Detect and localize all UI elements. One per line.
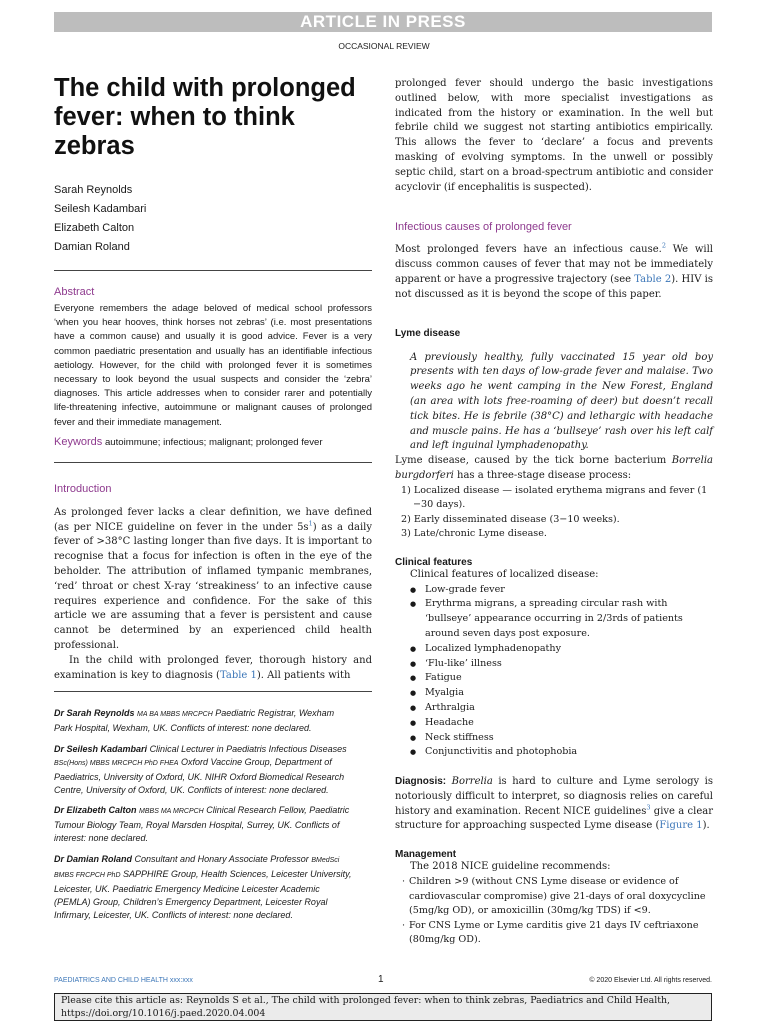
list-item: · For CNS Lyme or Lyme carditis give 21 days IV ceftriaxone (80mg/kg OD). [395,919,713,948]
list-item: 2) Early disseminated disease (3−10 weeks). [401,513,620,525]
management-heading: Management [395,849,457,861]
author-affiliations [54,707,354,930]
table-link[interactable]: Table 2 [634,273,672,285]
keywords-label: Keywords [54,435,103,448]
author-name: Elizabeth Calton [54,222,135,234]
text-span: ). HIV is not discussed as it is beyond the scope of this paper. [395,273,713,300]
page-footer [54,974,712,988]
affiliation-text: Clinical Lecturer in Paediatris Infectious Diseases [149,743,347,754]
management-intro: The 2018 NICE guideline recommends: [410,861,611,873]
text-span: Borrelia [451,776,493,788]
affiliation-text: SAPPHIRE Group, Health Sciences, Leicester University, Leicester, UK. Paediatric Emergency Medicine Leicester Academic (PEMLA) Group, Children’s Emergency Department, Leicester Royal Infirmary, Leicester, UK. Conflicts of interest: none declared. [54,869,352,920]
divider [54,270,372,271]
list-item: ● Fatigue [410,671,713,686]
lyme-disease-heading: Lyme disease [395,327,461,339]
divider [54,462,372,463]
affiliation-degrees: MBBS MA MRCPCH [139,808,204,816]
table-link[interactable]: Table 1 [219,669,257,681]
list-item: ● ‘Flu-like’ illness [410,657,713,672]
clinical-features-list [395,583,713,761]
text-span: Lyme disease, caused by the tick borne bacterium [395,455,672,467]
affiliation-degrees: BMedSci BMBS FRCPCH PhD [54,857,340,880]
diagnosis-paragraph [395,775,713,834]
author-name: Sarah Reynolds [54,184,133,196]
reference-link[interactable]: 3 [646,803,651,812]
clinical-features-intro: Clinical features of localized disease: [410,568,599,580]
text-span: ). All patients with [256,669,351,681]
text-span: Borrelia burgdorferi [395,455,713,481]
disease-stages-list [395,484,713,542]
text-span: We will discuss common causes of fever that may not be immediately apparent or have a progressive trajectory (see [395,244,713,285]
left-column [54,74,372,683]
author-list [54,181,372,257]
author-name: Seilesh Kadambari [54,203,147,215]
management-list [395,875,713,948]
abstract-heading: Abstract [54,286,95,298]
reference-link[interactable]: 1 [308,519,313,528]
section-label: OCCASIONAL REVIEW [338,41,430,51]
text-span: ) as a daily fever of >38°C lasting longer than five days. It is important to recognise that a focus for infection is often in the eye of the beholder. The attribution of inflamed tympanic membranes, ‘red’ throat or chest X-ray ‘streakiness’ to an infective cause requires experience and confidence. For the sake of this article we are assuming that a fever is persistent and cause cannot be determined by an experienced child health professional. [54,521,372,651]
affiliation-text: Paediatric Registrar, Wexham Park Hospital, Wexham, UK. Conflicts of interest: none declared. [54,708,335,733]
list-item: 3) Late/chronic Lyme disease. [401,528,547,540]
infectious-causes-heading: Infectious causes of prolonged fever [395,221,572,234]
affiliation-entry [54,853,354,922]
affiliation-name: Dr Elizabeth Calton [54,805,137,816]
introduction-paragraph [54,506,372,654]
affiliation-entry [54,804,354,845]
affiliation-text: Clinical Research Fellow, Paediatric Tumour Biology Team, Royal Marsden Hospital, Surrey, UK. Conflicts of interest: none declared. [54,805,350,844]
affiliation-name: Dr Sarah Reynolds [54,708,135,718]
case-vignette: A previously healthy, fully vaccinated 15 year old boy presents with ten days of low-grade fever and malaise. Two weeks ago he went camping in the New Forest, England (an area with lots free-roaming of deer) but doesn’t recall tick bites. He is febrile (38°C) and lethargic with headache and muscle pains. He has a ‘bullseye’ rash over his left calf and left inguinal lymphadenopathy. [410,351,713,452]
text-span: ). [702,820,710,832]
list-item: ● Erythrma migrans, a spreading circular rash with ‘bullseye’ appearance occurring in 2/3rds of patients around seven days post exposure. [410,597,713,641]
list-item: ● Low-grade fever [410,583,713,598]
text-span: In the child with prolonged fever, thorough history and examination is key to diagnosis ( [54,654,372,681]
introduction-paragraph [54,654,372,684]
affiliation-name: Dr Seilesh Kadambari [54,743,148,754]
right-column [395,77,713,948]
keywords [54,436,372,448]
keywords-list: autoimmune; infectious; malignant; prolonged fever [104,436,323,448]
lyme-paragraph [395,454,713,484]
author-name: Damian Roland [54,241,130,253]
list-item: ● Neck stiffness [410,731,713,746]
list-item: ● Localized lymphadenopathy [410,642,713,657]
list-item: ● Headache [410,716,713,731]
infectious-causes-paragraph [395,243,713,302]
list-item: ● Myalgia [410,686,713,701]
affiliation-entry [54,743,354,797]
list-item: ● Arthralgia [410,701,713,716]
journal-name: PAEDIATRICS AND CHILD HEALTH xxx:xxx [54,977,193,984]
list-item: 1) Localized disease — isolated erythema migrans and fever (1 −30 days). [401,484,708,511]
text-span: As prolonged fever lacks a clear definition, we have defined (as per NICE guideline on fever in the under 5s [54,506,372,533]
affiliation-text: Consultant and Honary Associate Professor [134,854,309,865]
text-span: has a three-stage disease process: [453,469,632,481]
affiliation-degrees: BSc(Hons) MBBS MRCPCH PhD FHEA [54,759,179,767]
affiliation-degrees: MA BA MBBS MRCPCH [137,711,213,718]
affiliation-entry [54,707,354,735]
text-span: is hard to culture and Lyme serology is notoriously difficult to interpret, so diagnosis relies on careful history and examination. Recent NICE guidelines [395,776,713,817]
introduction-continued: prolonged fever should undergo the basic investigations outlined below, with more specialist investigations as indicated from the history or examination. In the well but febrile child we suggest not starting antibiotics empirically. This allows the fever to ‘declare’ a focus and prevents masking of evolving symptoms. In the unwell or possibly septic child, start on a broad-spectrum antibiotic and consider acyclovir (if encephalitis is suspected). [395,78,713,193]
text-span: give a clear structure for approaching suspected Lyme disease ( [395,805,714,832]
page-number: 1 [378,974,384,985]
affiliation-name: Dr Damian Roland [54,854,133,865]
reference-link[interactable]: 2 [661,242,666,251]
list-item: · Children >9 (without CNS Lyme disease or evidence of cardiovascular compromise) give 21-days of oral doxycycline (5mg/kg OD), or amoxicillin (30mg/kg TDS) if <9. [395,875,713,919]
list-item: ● Conjunctivitis and photophobia [410,745,713,760]
introduction-heading: Introduction [54,482,112,495]
text-span: Most prolonged fevers have an infectious cause. [395,244,662,256]
copyright: © 2020 Elsevier Ltd. All rights reserved. [589,977,712,984]
affiliation-text: Oxford Vaccine Group, Department of Paediatrics, University of Oxford, UK. NIHR Oxford Biomedical Research Centre, University of Oxford, UK. Conflicts of interest: none declared. [54,756,345,795]
citation-box: Please cite this article as: Reynolds S et al., The child with prolonged fever: when to think zebras, Paediatrics and Child Health, https://doi.org/10.1016/j.paed.2020.04.004 [54,993,712,1021]
divider [54,691,372,692]
article-title: The child with prolonged fever: when to think zebras [54,74,356,160]
figure-link[interactable]: Figure 1 [659,820,703,832]
article-in-press-banner: ARTICLE IN PRESS [54,12,712,32]
abstract-text: Everyone remembers the adage beloved of medical school professors ‘when you hear hooves, think horses not zebras’ (i.e. most presentations have a common cause) and usually it is good advice. Fever is a very common paediatric presentation and usually has an identifiable infectious aetiology. However, for the child with prolonged fever it is sometimes necessary to look beyond the usual suspects and consider the ‘zebra’ diagnoses. This article addresses when to consider rarer and potentially life-threatening infective, autoimmune or malignant causes of prolonged fever and their immediate management. [54,303,372,428]
diagnosis-label: Diagnosis: [395,776,447,788]
clinical-features-heading: Clinical features [395,556,473,568]
